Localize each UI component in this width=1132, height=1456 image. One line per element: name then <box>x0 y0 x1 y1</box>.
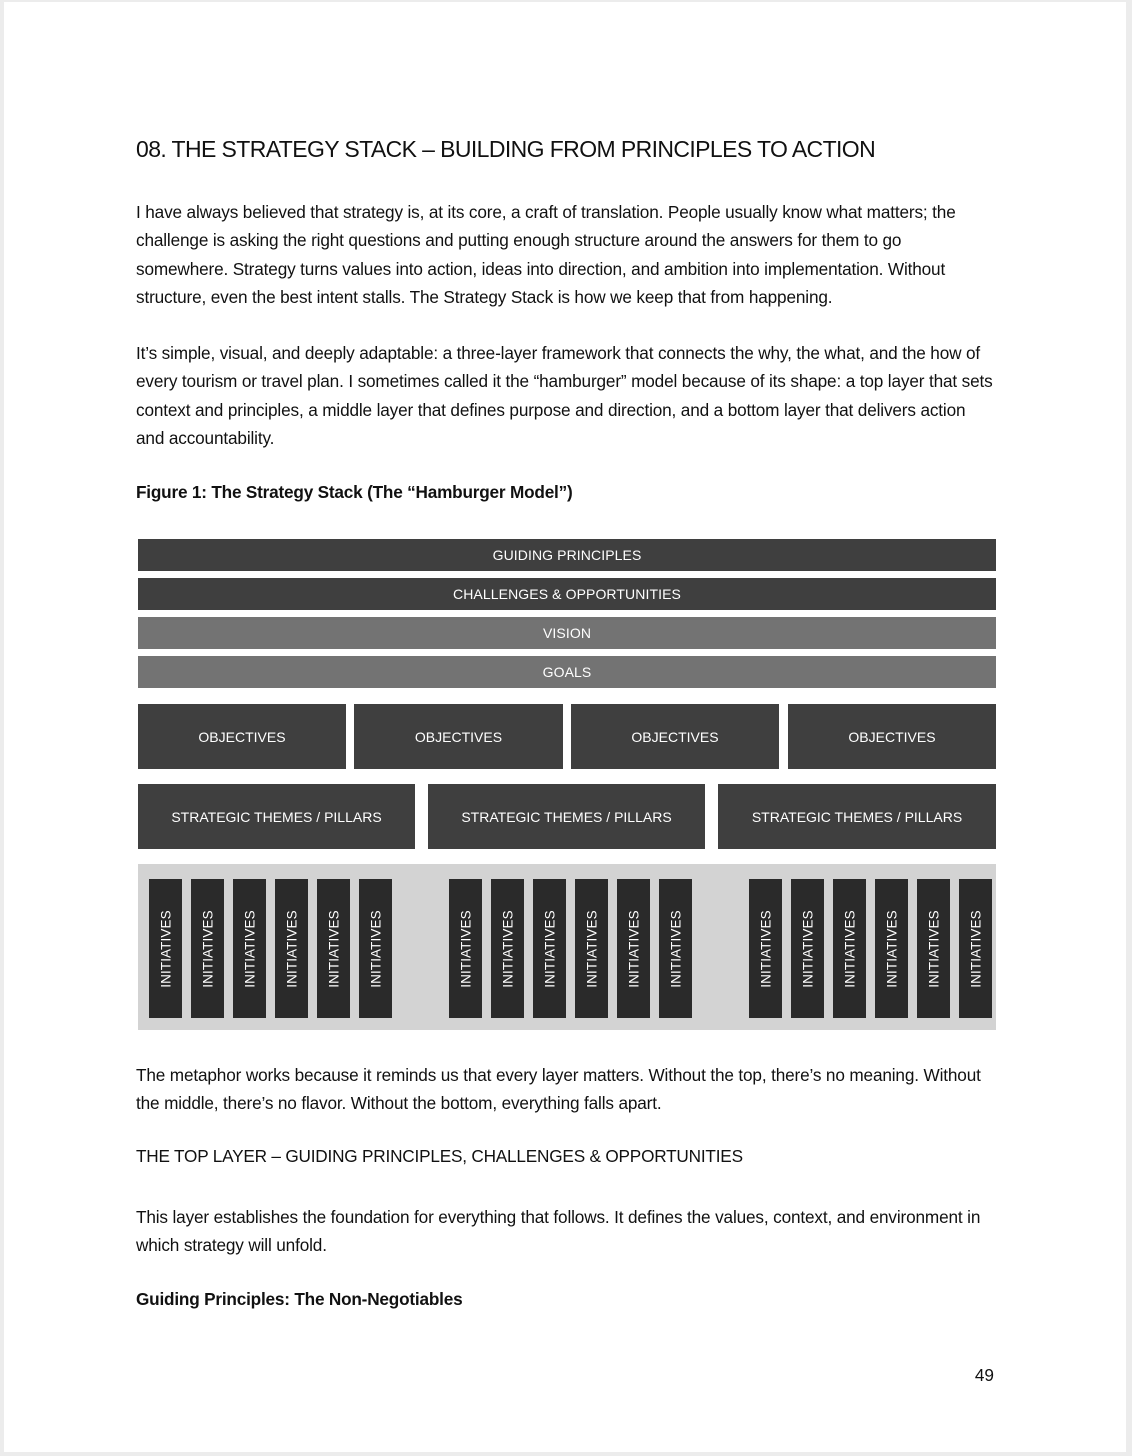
initiative-label: INITIATIVES <box>668 909 683 988</box>
initiative-block <box>449 879 482 1018</box>
initiative-label: INITIATIVES <box>158 909 173 988</box>
initiative-block <box>233 879 266 1018</box>
initiative-label: INITIATIVES <box>458 909 473 988</box>
initiative-label: INITIATIVES <box>326 909 341 988</box>
initiative-label: INITIATIVES <box>800 909 815 988</box>
strategic-theme-block: STRATEGIC THEMES / PILLARS <box>428 784 705 849</box>
initiative-label: INITIATIVES <box>842 909 857 988</box>
initiative-block <box>533 879 566 1018</box>
initiative-label: INITIATIVES <box>284 909 299 988</box>
initiative-block <box>659 879 692 1018</box>
initiative-label: INITIATIVES <box>758 909 773 988</box>
initiative-block <box>791 879 824 1018</box>
initiative-block <box>875 879 908 1018</box>
initiative-block <box>617 879 650 1018</box>
objectives-block: OBJECTIVES <box>571 704 779 769</box>
initiative-block <box>359 879 392 1018</box>
objectives-block: OBJECTIVES <box>138 704 346 769</box>
initiative-block <box>191 879 224 1018</box>
initiative-label: INITIATIVES <box>242 909 257 988</box>
initiative-label: INITIATIVES <box>542 909 557 988</box>
objectives-block: OBJECTIVES <box>788 704 996 769</box>
initiative-label: INITIATIVES <box>584 909 599 988</box>
initiative-label: INITIATIVES <box>500 909 515 988</box>
initiative-label: INITIATIVES <box>884 909 899 988</box>
challenges-opportunities-bar: CHALLENGES & OPPORTUNITIES <box>138 578 996 610</box>
initiative-block <box>275 879 308 1018</box>
section-subheading: THE TOP LAYER – GUIDING PRINCIPLES, CHALLENGES & OPPORTUNITIES <box>136 1146 743 1166</box>
strategic-theme-block: STRATEGIC THEMES / PILLARS <box>718 784 996 849</box>
initiative-label: INITIATIVES <box>626 909 641 988</box>
initiative-label: INITIATIVES <box>200 909 215 988</box>
initiative-block <box>917 879 950 1018</box>
initiative-label: INITIATIVES <box>368 909 383 988</box>
initiative-block <box>959 879 992 1018</box>
guiding-principles-heading: Guiding Principles: The Non-Negotiables <box>136 1289 463 1309</box>
page-number: 49 <box>974 1365 994 1385</box>
intro-paragraph: I have always believed that strategy is, at its core, a craft of translation. People usually know what matters; the challenge is asking the right questions and putting enough structure around the answers for them to go somewhere. Strategy turns values into action, ideas into direction, and ambition into implementation. Without structure, even the best intent stalls. The Strategy Stack is how we keep that from happening. <box>136 202 956 307</box>
guiding-principles-bar: GUIDING PRINCIPLES <box>138 539 996 571</box>
top-layer-paragraph: This layer establishes the foundation for everything that follows. It defines the values, context, and environment in which strategy will unfold. <box>136 1207 981 1256</box>
initiative-block <box>575 879 608 1018</box>
initiative-block <box>491 879 524 1018</box>
objectives-block: OBJECTIVES <box>354 704 563 769</box>
vision-bar: VISION <box>138 617 996 649</box>
initiative-block <box>749 879 782 1018</box>
goals-bar: GOALS <box>138 656 996 688</box>
document-page <box>4 2 1126 1452</box>
initiative-block <box>149 879 182 1018</box>
chapter-heading: 08. THE STRATEGY STACK – BUILDING FROM PRINCIPLES TO ACTION <box>136 136 876 162</box>
strategy-stack-figure <box>138 539 996 1030</box>
figure-caption: Figure 1: The Strategy Stack (The “Hamburger Model”) <box>136 482 573 502</box>
initiative-block <box>833 879 866 1018</box>
framework-paragraph: It’s simple, visual, and deeply adaptable: a three-layer framework that connects the why, the what, and the how of every tourism or travel plan. I sometimes called it the “hamburger” model because of its shape: a top layer that sets context and principles, a middle layer that defines purpose and direction, and a bottom layer that delivers action and accountability. <box>136 343 993 448</box>
metaphor-paragraph: The metaphor works because it reminds us that every layer matters. Without the top, there’s no meaning. Without the middle, there’s no flavor. Without the bottom, everything falls apart. <box>136 1065 981 1114</box>
strategic-theme-block: STRATEGIC THEMES / PILLARS <box>138 784 415 849</box>
initiative-label: INITIATIVES <box>968 909 983 988</box>
initiatives-area <box>138 864 996 1030</box>
initiative-block <box>317 879 350 1018</box>
initiative-label: INITIATIVES <box>926 909 941 988</box>
